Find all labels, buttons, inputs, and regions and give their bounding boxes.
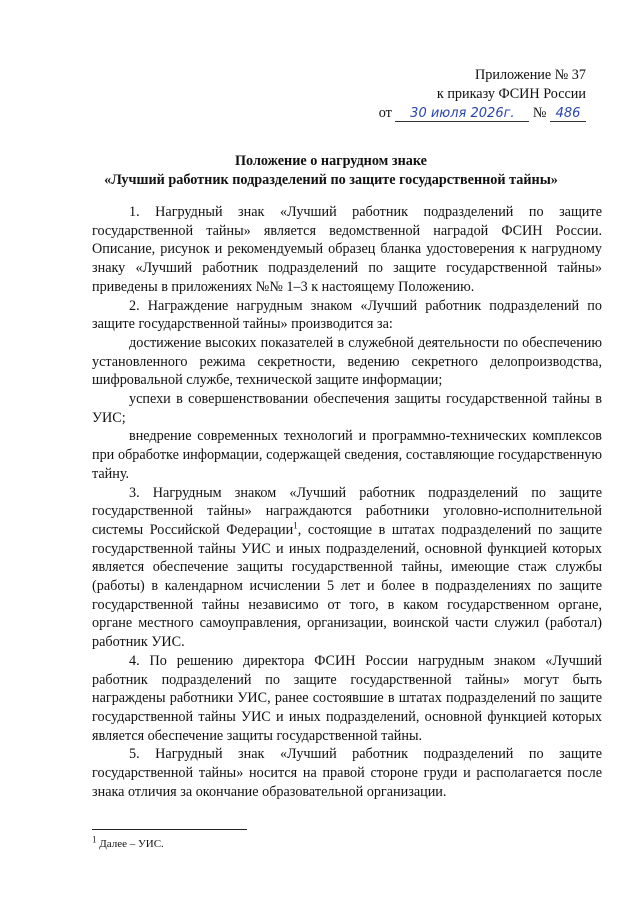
appendix-header bbox=[379, 66, 586, 123]
footnote-ref: 1 bbox=[293, 520, 298, 531]
paragraph-5: 5. Нагрудный знак «Лучший работник подразделений по защите государственной тайны» носится на правой стороне груди и располагается после знака отличия за окончание образовательной организации. bbox=[92, 746, 602, 800]
appendix-order-ref: к приказу ФСИН России bbox=[436, 86, 586, 102]
number-label: № bbox=[532, 105, 547, 121]
paragraph-3-start: 3. Нагрудным знаком «Лучший работник подразделений по защите государственной тайны» награждаются работники уголовно-исполнительной системы Российской Федерации bbox=[92, 484, 602, 538]
title-line-2: «Лучший работник подразделений по защите государственной тайны» bbox=[104, 172, 558, 188]
paragraph-3 bbox=[92, 484, 602, 652]
handwritten-order-number: 486 bbox=[550, 106, 586, 122]
footnote-marker: 1 bbox=[92, 834, 97, 845]
paragraph-4: 4. По решению директора ФСИН России нагрудным знаком «Лучший работник подразделений по защите государственной тайны» могут быть награждены работники УИС, ранее состоявшие в штатах подразделений по защите государственной тайны УИС и иных подразделений, основной функцией которых является обеспечение защиты государственной тайны. bbox=[92, 652, 602, 744]
footnote bbox=[92, 834, 164, 851]
footnote-text: Далее – УИС. bbox=[96, 838, 164, 850]
handwritten-date: 30 июля 2026г. bbox=[395, 106, 529, 122]
paragraph-2-item-3: внедрение современных технологий и программно-технических комплексов при обработке информации, содержащей сведения, составляющие государственную тайну. bbox=[92, 428, 602, 482]
paragraph-2-item-1: достижение высоких показателей в служебной деятельности по обеспечению установленного режима секретности, ведению секретного делопроизводства, шифровальной службе, технической защите информации; bbox=[92, 334, 602, 389]
document-body bbox=[92, 203, 602, 802]
paragraph-2-item-2: успехи в совершенствовании обеспечения защиты государственной тайны в УИС; bbox=[92, 391, 602, 426]
document-title bbox=[60, 152, 602, 190]
title-line-1: Положение о нагрудном знаке bbox=[235, 153, 427, 169]
paragraph-2: 2. Награждение нагрудным знаком «Лучший работник подразделений по защите государственной тайны» производится за: bbox=[92, 297, 602, 333]
footnote-separator bbox=[92, 829, 247, 830]
paragraph-1: 1. Нагрудный знак «Лучший работник подразделений по защите государственной тайны» является ведомственной наградой ФСИН России. Описание, рисунок и рекомендуемый образец бланка удостоверения к нагрудному знаку «Лучший работник подразделений по защите государственной тайны» приведены в приложениях №№ 1–3 к настоящему Положению. bbox=[92, 204, 602, 295]
appendix-date-line bbox=[379, 104, 586, 123]
from-label: от bbox=[378, 105, 392, 121]
paragraph-3-end: , состоящие в штатах подразделений по защите государственной тайны УИС и иных подразделений, основной функцией которых является обеспечение защиты государственной тайны, имеющие стаж службы (работы) в календарном исчислении 5 лет и более в подразделениях по защите государственной тайны независимо от того, в каком государственном органе, органе местного самоуправления, организации, воинской части служил (работал) работник УИС. bbox=[92, 521, 602, 651]
appendix-number: Приложение № 37 bbox=[475, 67, 586, 83]
